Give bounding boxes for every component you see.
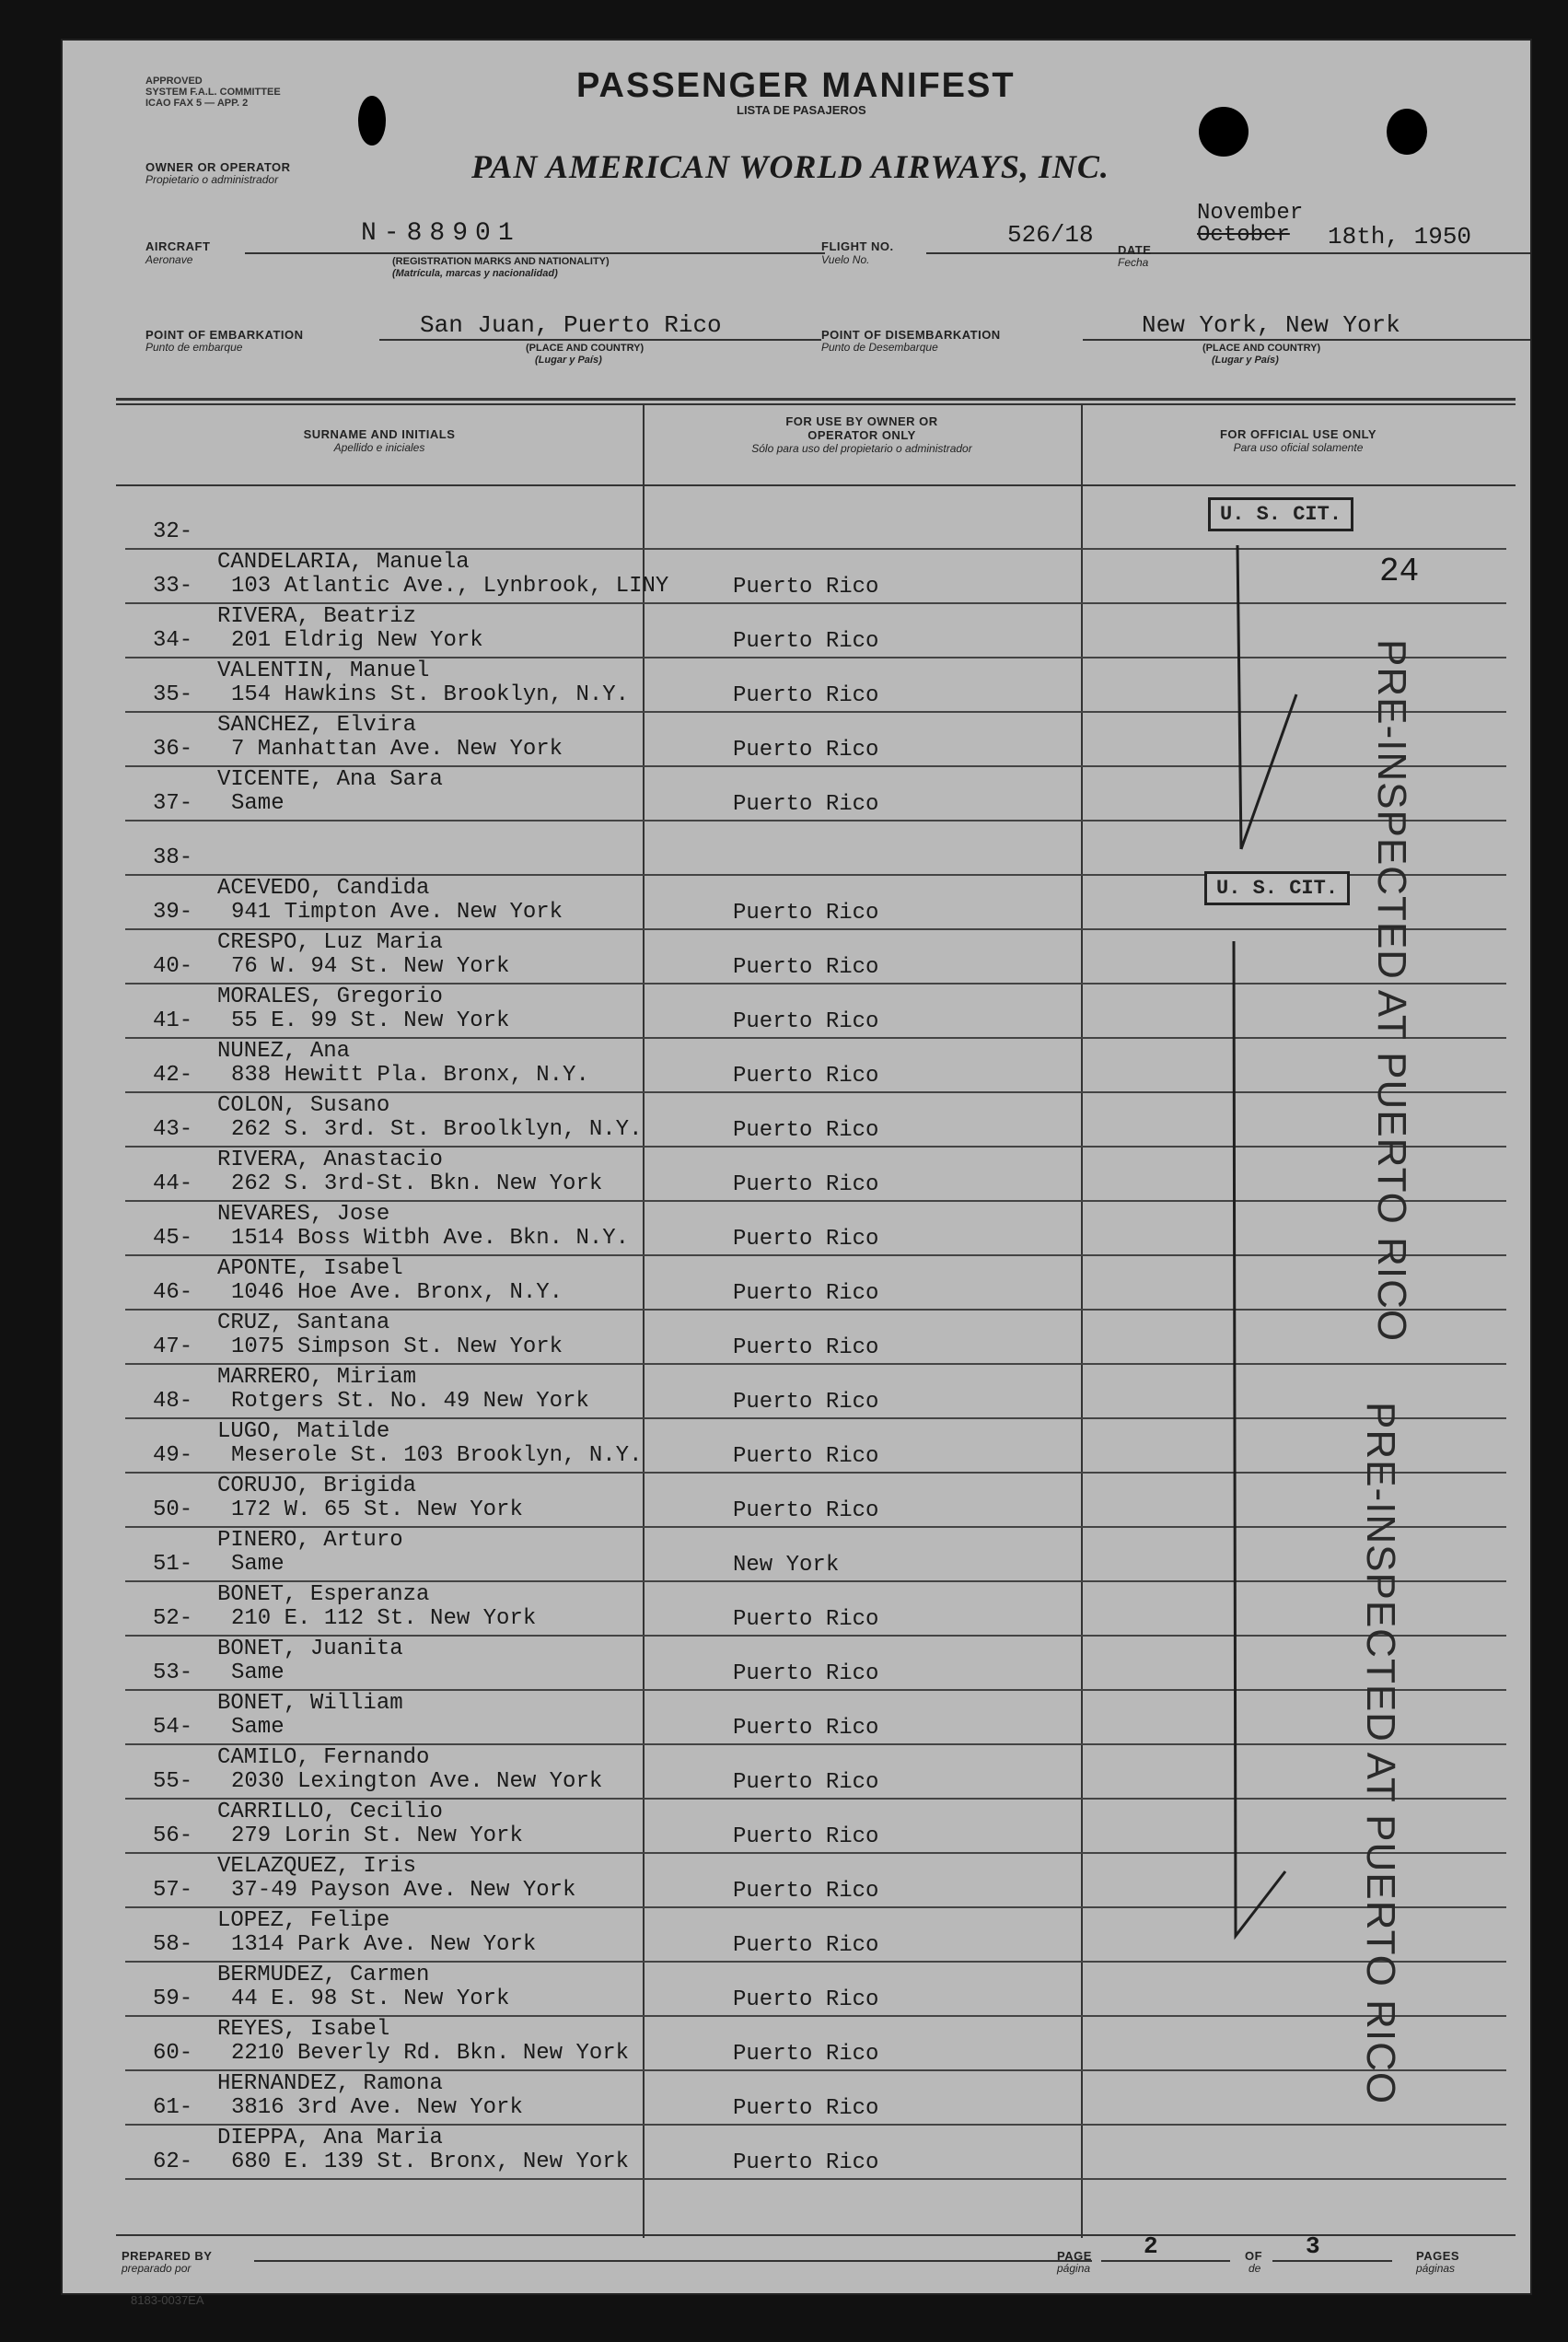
passenger-name: DIEPPA, Ana Maria	[217, 2126, 443, 2150]
row-number: 58-	[153, 1932, 193, 1957]
passenger-residence: Puerto Rico	[733, 629, 879, 654]
passenger-name: NUNEZ, Ana	[217, 1039, 351, 1064]
passenger-residence: Puerto Rico	[733, 1227, 879, 1252]
passenger-name: VICENTE, Ana Sara	[217, 767, 443, 792]
flight-label: FLIGHT NO.	[821, 239, 894, 253]
passenger-address: 172 W. 65 St. New York	[231, 1497, 523, 1522]
passenger-address: 154 Hawkins St. Brooklyn, N.Y.	[231, 682, 630, 707]
pages-label: PAGES	[1416, 2249, 1460, 2263]
passenger-name: ACEVEDO, Candida	[217, 876, 430, 901]
passenger-name: BONET, Juanita	[217, 1637, 403, 1661]
row-number: 32-	[153, 519, 193, 544]
col-header-official: FOR OFFICIAL USE ONLY Para uso oficial solamente	[1219, 427, 1377, 454]
passenger-residence: Puerto Rico	[733, 1879, 879, 1904]
passenger-address: 1514 Boss Witbh Ave. Bkn. N.Y.	[231, 1226, 630, 1251]
passenger-residence: Puerto Rico	[733, 738, 879, 763]
row-number: 47-	[153, 1334, 193, 1359]
passenger-name: BONET, William	[217, 1691, 403, 1716]
embark-place: San Juan, Puerto Rico	[420, 311, 722, 339]
prepared-label-es: preparado por	[122, 2262, 192, 2275]
passenger-address: 1046 Hoe Ave. Bronx, N.Y.	[231, 1280, 563, 1305]
passenger-residence: Puerto Rico	[733, 1987, 879, 2012]
row-number: 39-	[153, 900, 193, 925]
passenger-residence: Puerto Rico	[733, 1607, 879, 1632]
passenger-address: 262 S. 3rd-St. Bkn. New York	[231, 1171, 603, 1196]
passenger-residence: Puerto Rico	[733, 1444, 879, 1469]
embark-label: POINT OF EMBARKATION	[145, 328, 304, 342]
passenger-name: REYES, Isabel	[217, 2017, 390, 2042]
date-correction: November	[1197, 201, 1304, 226]
passenger-address: 201 Eldrig New York	[231, 628, 483, 653]
passenger-residence: Puerto Rico	[733, 1390, 879, 1415]
punch-hole	[1387, 109, 1427, 155]
disembark-label: POINT OF DISEMBARKATION	[821, 328, 1001, 342]
passenger-name: RIVERA, Anastacio	[217, 1148, 443, 1172]
passenger-name: RIVERA, Beatriz	[217, 604, 417, 629]
passenger-name: CAMILO, Fernando	[217, 1745, 430, 1770]
row-number: 43-	[153, 1117, 193, 1142]
passenger-name: PINERO, Arturo	[217, 1528, 403, 1553]
passenger-address: 2030 Lexington Ave. New York	[231, 1769, 603, 1794]
row-number: 57-	[153, 1878, 193, 1903]
row-number: 45-	[153, 1226, 193, 1251]
approval-line: ICAO FAX 5 — APP. 2	[145, 98, 249, 109]
passenger-name: VALENTIN, Manuel	[217, 658, 430, 683]
passenger-address: 680 E. 139 St. Bronx, New York	[231, 2150, 630, 2174]
approval-line: APPROVED	[145, 76, 203, 87]
passenger-name: LOPEZ, Felipe	[217, 1908, 390, 1933]
row-number: 41-	[153, 1008, 193, 1033]
aircraft-caption: (REGISTRATION MARKS AND NATIONALITY)	[392, 256, 610, 267]
passenger-residence: Puerto Rico	[733, 901, 879, 926]
preinspected-stamp: PRE-INSPECTED AT PUERTO RICO	[1369, 639, 1414, 1343]
passenger-residence: Puerto Rico	[733, 1933, 879, 1958]
passenger-name: HERNANDEZ, Ramona	[217, 2071, 443, 2096]
passenger-address: 44 E. 98 St. New York	[231, 1987, 510, 2011]
passenger-residence: Puerto Rico	[733, 1770, 879, 1795]
passenger-address: Same	[231, 1552, 285, 1577]
passenger-name: BERMUDEZ, Carmen	[217, 1963, 430, 1987]
of-label-es: de	[1249, 2262, 1261, 2275]
passenger-name: MORALES, Gregorio	[217, 985, 443, 1009]
row-number: 54-	[153, 1715, 193, 1740]
pages-label-es: páginas	[1416, 2262, 1456, 2275]
owner-label-es: Propietario o administrador	[145, 173, 279, 186]
passenger-name: CRUZ, Santana	[217, 1311, 390, 1335]
preinspected-stamp: PRE-INSPECTED AT PUERTO RICO	[1358, 1402, 1403, 2105]
disembark-label-es: Punto de Desembarque	[821, 341, 938, 354]
date-label-es: Fecha	[1118, 256, 1149, 269]
form-code: 8183-0037EA	[131, 2293, 204, 2307]
passenger-name: CARRILLO, Cecilio	[217, 1800, 443, 1824]
row-number: 62-	[153, 2150, 193, 2174]
manifest-sheet	[61, 39, 1532, 2307]
embark-label-es: Punto de embarque	[145, 341, 243, 354]
passenger-residence: Puerto Rico	[733, 1064, 879, 1089]
page-title: PASSENGER MANIFEST	[576, 66, 1016, 105]
row-number: 51-	[153, 1552, 193, 1577]
passenger-address: Meserole St. 103 Brooklyn, N.Y.	[231, 1443, 643, 1468]
passenger-name: MARRERO, Miriam	[217, 1365, 417, 1390]
passenger-residence: Puerto Rico	[733, 1118, 879, 1143]
passenger-address: 210 E. 112 St. New York	[231, 1606, 537, 1631]
passenger-address: 838 Hewitt Pla. Bronx, N.Y.	[231, 1063, 589, 1088]
passenger-name: CANDELARIA, Manuela	[217, 550, 470, 575]
passenger-name: LUGO, Matilde	[217, 1419, 390, 1444]
aircraft-label: AIRCRAFT	[145, 239, 211, 253]
row-number: 38-	[153, 845, 193, 870]
passenger-residence: Puerto Rico	[733, 1661, 879, 1686]
row-number: 40-	[153, 954, 193, 979]
row-number: 48-	[153, 1389, 193, 1414]
passenger-count: 24	[1379, 553, 1420, 590]
passenger-address: 76 W. 94 St. New York	[231, 954, 510, 979]
page-label: PAGE	[1057, 2249, 1092, 2263]
us-citizen-stamp: U. S. CIT.	[1204, 871, 1350, 905]
col-header-operator: FOR USE BY OWNER OR OPERATOR ONLY Sólo para uso del propietario o administrador	[751, 414, 972, 455]
passenger-address: 55 E. 99 St. New York	[231, 1008, 510, 1033]
passenger-name: COLON, Susano	[217, 1093, 390, 1118]
row-number: 44-	[153, 1171, 193, 1196]
passenger-name: CRESPO, Luz Maria	[217, 930, 443, 955]
passenger-address: 941 Timpton Ave. New York	[231, 900, 563, 925]
row-number: 46-	[153, 1280, 193, 1305]
place-caption: (PLACE AND COUNTRY)	[1202, 343, 1321, 354]
aircraft-caption-es: (Matrícula, marcas y nacionalidad)	[392, 268, 558, 279]
aircraft-registration: N-88901	[361, 219, 521, 248]
prepared-label: PREPARED BY	[122, 2249, 213, 2263]
total-pages: 3	[1306, 2232, 1320, 2260]
passenger-address: 3816 3rd Ave. New York	[231, 2095, 523, 2120]
row-number: 50-	[153, 1497, 193, 1522]
passenger-residence: Puerto Rico	[733, 2042, 879, 2067]
passenger-residence: Puerto Rico	[733, 1716, 879, 1741]
passenger-address: Same	[231, 1660, 285, 1685]
passenger-address: 1314 Park Ave. New York	[231, 1932, 537, 1957]
passenger-residence: Puerto Rico	[733, 2096, 879, 2121]
passenger-residence: Puerto Rico	[733, 2150, 879, 2175]
row-number: 61-	[153, 2095, 193, 2120]
row-number: 36-	[153, 737, 193, 762]
approval-block	[145, 76, 281, 109]
row-number: 56-	[153, 1823, 193, 1848]
of-label: OF	[1245, 2249, 1263, 2263]
passenger-residence: Puerto Rico	[733, 1009, 879, 1034]
flight-number: 526/18	[1007, 221, 1094, 249]
row-number: 59-	[153, 1987, 193, 2011]
passenger-address: 279 Lorin St. New York	[231, 1823, 523, 1848]
row-number: 34-	[153, 628, 193, 653]
row-number: 52-	[153, 1606, 193, 1631]
passenger-address: 103 Atlantic Ave., Lynbrook, LINY	[231, 574, 669, 599]
owner-label: OWNER OR OPERATOR	[145, 160, 291, 174]
passenger-residence: Puerto Rico	[733, 683, 879, 708]
place-caption-es: (Lugar y País)	[535, 355, 602, 366]
passenger-residence: Puerto Rico	[733, 792, 879, 817]
passenger-name: CORUJO, Brigida	[217, 1474, 417, 1498]
row-number: 49-	[153, 1443, 193, 1468]
page-subtitle: LISTA DE PASAJEROS	[737, 103, 866, 117]
passenger-residence: Puerto Rico	[733, 1281, 879, 1306]
passenger-name: SANCHEZ, Elvira	[217, 713, 417, 738]
date-label: DATE	[1118, 243, 1152, 257]
aircraft-label-es: Aeronave	[145, 253, 193, 266]
passenger-residence: Puerto Rico	[733, 575, 879, 600]
place-caption: (PLACE AND COUNTRY)	[526, 343, 645, 354]
row-number: 42-	[153, 1063, 193, 1088]
passenger-name: VELAZQUEZ, Iris	[217, 1854, 417, 1879]
row-number: 55-	[153, 1769, 193, 1794]
row-number: 60-	[153, 2041, 193, 2066]
row-number: 33-	[153, 574, 193, 599]
passenger-name: APONTE, Isabel	[217, 1256, 403, 1281]
passenger-address: 37-49 Payson Ave. New York	[231, 1878, 576, 1903]
passenger-address: Same	[231, 1715, 285, 1740]
passenger-name: BONET, Esperanza	[217, 1582, 430, 1607]
punch-hole	[358, 96, 386, 146]
passenger-residence: Puerto Rico	[733, 1335, 879, 1360]
flight-label-es: Vuelo No.	[821, 253, 870, 266]
passenger-name: NEVARES, Jose	[217, 1202, 390, 1227]
passenger-address: Same	[231, 791, 285, 816]
operator-name: PAN AMERICAN WORLD AIRWAYS, INC.	[471, 148, 1109, 185]
passenger-residence: Puerto Rico	[733, 1824, 879, 1849]
punch-hole	[1199, 107, 1249, 157]
passenger-residence: Puerto Rico	[733, 955, 879, 980]
page-label-es: página	[1057, 2262, 1091, 2275]
approval-line: SYSTEM F.A.L. COMMITTEE	[145, 87, 281, 98]
us-citizen-stamp: U. S. CIT.	[1208, 497, 1353, 531]
passenger-address: Rotgers St. No. 49 New York	[231, 1389, 589, 1414]
passenger-address: 2210 Beverly Rd. Bkn. New York	[231, 2041, 630, 2066]
passenger-residence: New York	[733, 1553, 840, 1578]
col-header-name: SURNAME AND INITIALS Apellido e iniciales	[303, 427, 456, 454]
passenger-address: 7 Manhattan Ave. New York	[231, 737, 563, 762]
disembark-place: New York, New York	[1142, 311, 1400, 339]
page-number: 2	[1144, 2232, 1158, 2260]
row-number: 35-	[153, 682, 193, 707]
date-struck: October	[1197, 223, 1290, 248]
row-number: 37-	[153, 791, 193, 816]
passenger-address: 262 S. 3rd. St. Broolklyn, N.Y.	[231, 1117, 643, 1142]
passenger-address: 1075 Simpson St. New York	[231, 1334, 563, 1359]
place-caption-es: (Lugar y País)	[1212, 355, 1279, 366]
passenger-residence: Puerto Rico	[733, 1172, 879, 1197]
passenger-residence: Puerto Rico	[733, 1498, 879, 1523]
flight-date: 18th, 1950	[1328, 223, 1472, 251]
check-mark	[1166, 536, 1350, 2286]
row-number: 53-	[153, 1660, 193, 1685]
